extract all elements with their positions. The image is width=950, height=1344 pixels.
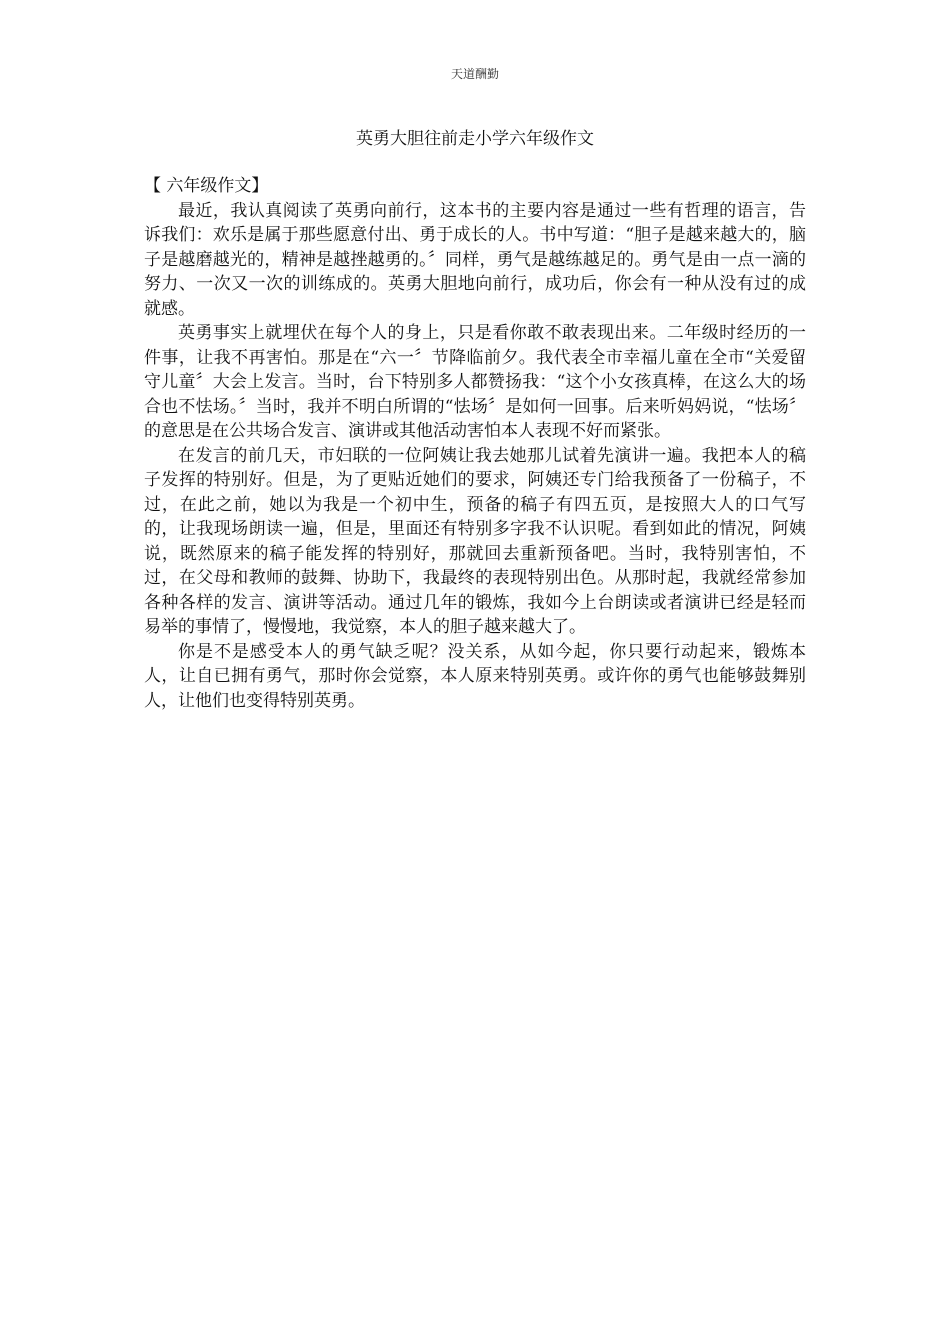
page-header: 天道酬勤 xyxy=(450,67,499,81)
paragraph-1: 最近，我认真阅读了英勇向前行，这本书的主要内容是通过一些有哲理的语言，告诉我们：欢乐是属于那些愿意付出、勇于成长的人。书中写道：“胆子是越来越大的，脑子是越磨越光的，精神是越挫越勇的。〞同样，勇气是越练越足的。勇气是由一点一滴的努力、一次又一次的训练成的。英勇大胆地向前行，成功后，你会有一种从没有过的成就感。 xyxy=(144,200,806,319)
paragraph-4: 你是不是感受本人的勇气缺乏呢？没关系，从如今起，你只要行动起来，锻炼本人，让自已拥有勇气，那时你会觉察，本人原来特别英勇。或许你的勇气也能够鼓舞别人，让他们也变得特别英勇。 xyxy=(144,641,806,711)
paragraph-3: 在发言的前几天，市妇联的一位阿姨让我去她那儿试着先演讲一遍。我把本人的稿子发挥的特别好。但是，为了更贴近她们的要求，阿姨还专门给我预备了一份稿子，不过，在此之前，她以为我是一个初中生，预备的稿子有四五页，是按照大人的口气写的，让我现场朗读一遍，但是，里面还有特别多字我不认识呢。看到如此的情况，阿姨说，既然原来的稿子能发挥的特别好，那就回去重新预备吧。当时，我特别害怕，不过，在父母和教师的鼓舞、协助下，我最终的表现特别出色。从那时起，我就经常参加各种各样的发言、演讲等活动。通过几年的锻炼，我如今上台朗读或者演讲已经是轻而易举的事情了，慢慢地，我觉察，本人的胆子越来越大了。 xyxy=(144,445,806,637)
paragraph-2: 英勇事实上就埋伏在每个人的身上，只是看你敢不敢表现出来。二年级时经历的一件事，让我不再害怕。那是在“六一〞节降临前夕。我代表全市幸福儿童在全市“关爱留守儿童〞大会上发言。当时，台下特别多人都赞扬我：“这个小女孩真棒，在这么大的场合也不怯场。〞当时，我并不明白所谓的“怯场〞是如何一回事。后来听妈妈说，“怯场〞的意思是在公共场合发言、演讲或其他活动害怕本人表现不好而紧张。 xyxy=(144,323,806,441)
document-body xyxy=(144,174,806,713)
document-title: 英勇大胆往前走小学六年级作文 xyxy=(356,129,594,149)
category-tag: 【 六年级作文】 xyxy=(144,176,269,196)
